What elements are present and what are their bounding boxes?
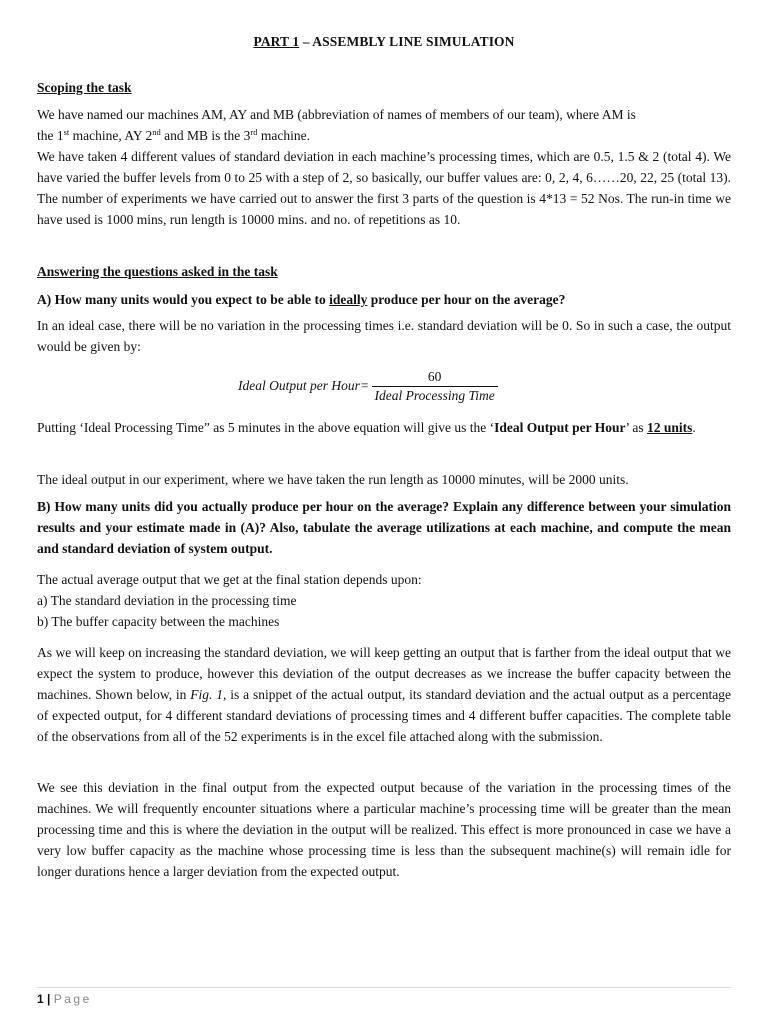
- answer-b-item-b: b) The buffer capacity between the machines: [37, 614, 280, 629]
- answer-a-paragraph-1: In an ideal case, there will be no variation in the processing times i.e. standard deviation will be 0. So in such a case, the output would be given by:: [37, 318, 731, 354]
- page-separator: |: [43, 992, 54, 1006]
- page-footer: [37, 992, 92, 1006]
- ideal-output-equation: [238, 368, 498, 404]
- answer-b-paragraph-3: We see this deviation in the final output from the expected output because of the variation in the processing times of the machines. We will frequently encounter situations where a particular machine’s processing time will be greater than the mean processing time and this is where the deviation in the output will be realized. This effect is more pronounced in case we have a very low buffer capacity as the machine whose processing time is less than the subsequent machine(s) will remain idle for longer durations hence a larger deviation from the expected output.: [37, 780, 731, 879]
- equation-equals: =: [360, 378, 369, 393]
- page-label: Page: [53, 992, 92, 1006]
- answer-a-paragraph-3: The ideal output in our experiment, where we have taken the run length as 10000 minutes, will be 2000 units.: [37, 472, 629, 487]
- equation-numerator: 60: [427, 368, 442, 384]
- scoping-paragraph-2: We have taken 4 different values of standard deviation in each machine’s processing times, which are 0.5, 1.5 & 2 (total 4). We have varied the buffer levels from 0 to 25 with a step of 2, so basically, our buffer values are: 0, 2, 4, 6……20, 22, 25 (total 13). The number of experiments we have carried out to answer the first 3 parts of the question is 4*13 = 52 Nos. The run-in time we have used is 1000 mins, run length is 10000 mins. and no. of repetitions as 10.: [37, 149, 731, 227]
- title-part: PART 1: [253, 34, 300, 49]
- answer-b-paragraph-1: [37, 569, 731, 632]
- footer-divider: [37, 987, 731, 988]
- equation-denominator: Ideal Processing Time: [372, 386, 498, 404]
- equation-fraction: [372, 369, 498, 404]
- equation-lhs: Ideal Output per Hour: [238, 378, 360, 393]
- answer-b-intro: The actual average output that we get at the final station depends upon:: [37, 572, 422, 587]
- figure-reference: Fig. 1: [190, 687, 224, 702]
- answer-b-item-a: a) The standard deviation in the processing time: [37, 593, 297, 608]
- answers-heading: Answering the questions asked in the task: [37, 264, 278, 279]
- question-a: A) How many units would you expect to be able to ideally produce per hour on the average?: [37, 292, 566, 307]
- answer-a-paragraph-2: Putting ‘Ideal Processing Time” as 5 minutes in the above equation will give us the ‘Ideal Output per Hour’ as 12 units.: [37, 420, 696, 435]
- scoping-p1-line1: We have named our machines AM, AY and MB (abbreviation of names of members of our team), where AM is: [37, 107, 636, 122]
- title-rest: – ASSEMBLY LINE SIMULATION: [299, 34, 515, 49]
- page-title: [0, 34, 768, 50]
- scoping-heading: Scoping the task: [37, 80, 132, 95]
- scoping-paragraph-1: [37, 104, 731, 146]
- page-number: 1: [37, 992, 44, 1006]
- scoping-p1-line2: the 1st machine, AY 2nd and MB is the 3rd machine.: [37, 127, 310, 143]
- question-b: B) How many units did you actually produce per hour on the average? Explain any difference between your simulation results and your estimate made in (A)? Also, tabulate the average utilizations at each machine, and compute the mean and standard deviation of system output.: [37, 499, 731, 556]
- answer-b-paragraph-2: As we will keep on increasing the standard deviation, we will keep getting an output that is farther from the ideal output that we expect the system to produce, however this deviation of the output decreases as we increase the buffer capacity between the machines. Shown below, in Fig. 1, is a snippet of the actual output, its standard deviation and the actual output as a percentage of expected output, for 4 different standard deviations of processing times and 4 different buffer capacities. The complete table of the observations from all of the 52 experiments is in the excel file attached along with the submission.: [37, 645, 731, 744]
